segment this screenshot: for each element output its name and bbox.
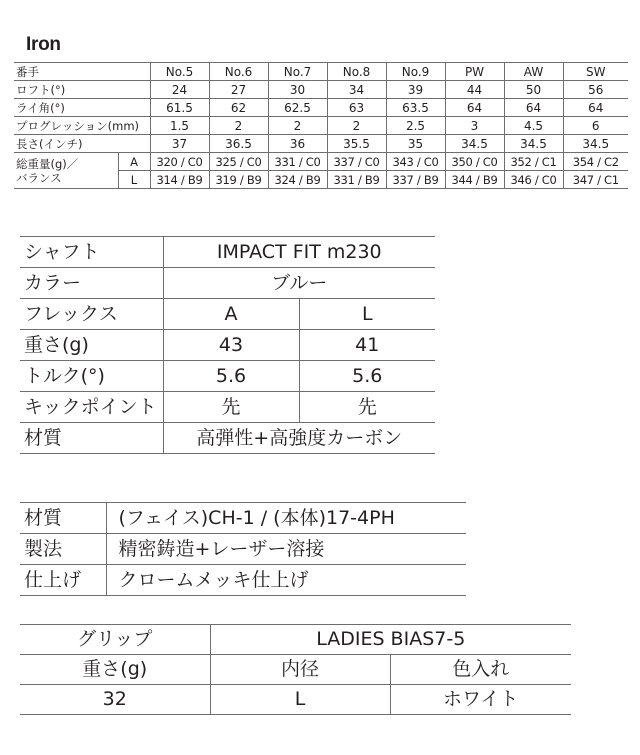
grip-weight-label: 重さ(g)	[20, 655, 210, 685]
table-cell: 34	[327, 81, 386, 99]
head-table	[20, 502, 466, 596]
row-label: プログレッション(mm)	[14, 117, 150, 135]
table-cell: 56	[563, 81, 628, 99]
grip-diameter-label: 内径	[210, 655, 390, 685]
color-value: ブルー	[163, 268, 435, 299]
table-cell: 64	[504, 99, 563, 117]
table-row	[14, 117, 628, 135]
table-cell: 314 / B9	[150, 171, 209, 189]
weight-a: 43	[163, 330, 299, 361]
table-row	[14, 135, 628, 153]
torque-l: 5.6	[299, 361, 435, 392]
weight-label-line: 総重量(g)／	[16, 156, 79, 171]
shaft-label: シャフト	[20, 237, 163, 268]
method-value: 精密鋳造+レーザー溶接	[106, 534, 466, 565]
shaft-name: IMPACT FIT m230	[163, 237, 435, 268]
table-cell: 35	[386, 135, 445, 153]
table-cell: 352 / C1	[504, 153, 563, 171]
table-row	[20, 685, 571, 715]
table-row	[20, 330, 435, 361]
table-cell: 2.5	[386, 117, 445, 135]
grip-diameter: L	[210, 685, 390, 715]
table-cell: 61.5	[150, 99, 209, 117]
head-material-value: (フェイス)CH-1 / (本体)17-4PH	[106, 503, 466, 534]
table-cell: 325 / C0	[209, 153, 268, 171]
spec-table-body	[14, 63, 628, 189]
kick-point-a: 先	[163, 392, 299, 423]
table-row	[14, 99, 628, 117]
header-row	[14, 63, 628, 81]
table-cell: 64	[445, 99, 504, 117]
table-cell: 347 / C1	[563, 171, 628, 189]
table-cell: 35.5	[327, 135, 386, 153]
page-title: Iron	[26, 34, 61, 55]
table-cell: 2	[327, 117, 386, 135]
kick-point-label: キックポイント	[20, 392, 163, 423]
head-material-label: 材質	[20, 503, 106, 534]
method-label: 製法	[20, 534, 106, 565]
table-cell: 44	[445, 81, 504, 99]
table-cell: 37	[150, 135, 209, 153]
finish-label: 仕上げ	[20, 565, 106, 596]
column-header: No.7	[268, 63, 327, 81]
flex-l: L	[299, 299, 435, 330]
material-label: 材質	[20, 423, 163, 454]
table-cell: 320 / C0	[150, 153, 209, 171]
table-row	[20, 655, 571, 685]
shaft-table	[20, 236, 435, 454]
iron-spec-table	[14, 62, 628, 189]
grip-table	[20, 624, 571, 715]
weight-balance-label	[14, 153, 118, 189]
balance-label-line: バランス	[16, 170, 62, 185]
column-header: SW	[563, 63, 628, 81]
grip-color: ホワイト	[390, 685, 571, 715]
column-header: No.5	[150, 63, 209, 81]
table-row	[20, 237, 435, 268]
table-cell: 62.5	[268, 99, 327, 117]
table-cell: 2	[209, 117, 268, 135]
table-cell: 63	[327, 99, 386, 117]
kick-point-l: 先	[299, 392, 435, 423]
table-cell: 354 / C2	[563, 153, 628, 171]
table-cell: 4.5	[504, 117, 563, 135]
table-cell: 346 / C0	[504, 171, 563, 189]
table-cell: 324 / B9	[268, 171, 327, 189]
table-cell: 331 / C0	[268, 153, 327, 171]
row-label: ライ角(°)	[14, 99, 150, 117]
table-cell: 331 / B9	[327, 171, 386, 189]
table-cell: 62	[209, 99, 268, 117]
table-cell: 50	[504, 81, 563, 99]
finish-value: クロームメッキ仕上げ	[106, 565, 466, 596]
table-row	[20, 423, 435, 454]
table-cell: 24	[150, 81, 209, 99]
grip-weight: 32	[20, 685, 210, 715]
table-cell: 63.5	[386, 99, 445, 117]
table-cell: 34.5	[563, 135, 628, 153]
table-row	[20, 565, 466, 596]
table-cell: 319 / B9	[209, 171, 268, 189]
table-row	[20, 299, 435, 330]
table-cell: 3	[445, 117, 504, 135]
table-cell: 1.5	[150, 117, 209, 135]
torque-label: トルク(°)	[20, 361, 163, 392]
table-row	[20, 392, 435, 423]
weight-label: 重さ(g)	[20, 330, 163, 361]
table-cell: 6	[563, 117, 628, 135]
flex-a: A	[163, 299, 299, 330]
column-header: No.9	[386, 63, 445, 81]
flex-cell: L	[118, 171, 150, 189]
torque-a: 5.6	[163, 361, 299, 392]
grip-color-label: 色入れ	[390, 655, 571, 685]
header-label: 番手	[14, 63, 150, 81]
table-row	[14, 153, 628, 171]
table-cell: 350 / C0	[445, 153, 504, 171]
table-cell: 344 / B9	[445, 171, 504, 189]
table-cell: 34.5	[445, 135, 504, 153]
table-row	[14, 81, 628, 99]
row-label: ロフト(°)	[14, 81, 150, 99]
column-header: No.6	[209, 63, 268, 81]
grip-label: グリップ	[20, 625, 210, 655]
table-cell: 337 / B9	[386, 171, 445, 189]
row-label: 長さ(インチ)	[14, 135, 150, 153]
table-cell: 30	[268, 81, 327, 99]
column-header: No.8	[327, 63, 386, 81]
table-row	[20, 625, 571, 655]
table-cell: 337 / C0	[327, 153, 386, 171]
table-cell: 34.5	[504, 135, 563, 153]
material-value: 高弾性+高強度カーボン	[163, 423, 435, 454]
table-cell: 36	[268, 135, 327, 153]
grip-name: LADIES BIAS7-5	[210, 625, 571, 655]
table-row	[20, 268, 435, 299]
table-cell: 343 / C0	[386, 153, 445, 171]
table-row	[20, 534, 466, 565]
table-cell: 27	[209, 81, 268, 99]
table-cell: 64	[563, 99, 628, 117]
table-row	[20, 503, 466, 534]
weight-l: 41	[299, 330, 435, 361]
table-cell: 2	[268, 117, 327, 135]
table-row	[20, 361, 435, 392]
table-cell: 36.5	[209, 135, 268, 153]
flex-label: フレックス	[20, 299, 163, 330]
color-label: カラー	[20, 268, 163, 299]
column-header: PW	[445, 63, 504, 81]
flex-cell: A	[118, 153, 150, 171]
table-cell: 39	[386, 81, 445, 99]
column-header: AW	[504, 63, 563, 81]
